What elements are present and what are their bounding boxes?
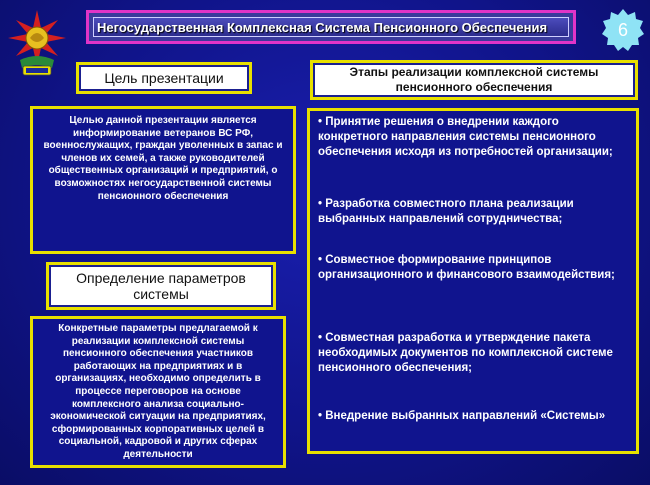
page-number-badge (601, 8, 645, 52)
list-item: • Внедрение выбранных направлений «Системы» (318, 410, 606, 422)
page-number: 6 (617, 19, 628, 40)
goal-text: Целью данной презентации является информирование ветеранов ВС РФ, военнослужащих, граждан уволенных в запас и членов их семей, а также руководителей общественных организаций и предприятий, о возможностях негосударственной системы пенсионного обеспечения (43, 115, 283, 202)
goal-label-text: Цель презентации (104, 70, 224, 86)
military-eagle-emblem-icon (6, 8, 68, 80)
params-label-text: Определение параметров системы (76, 270, 246, 302)
stages-label (310, 60, 638, 100)
stages-list (307, 108, 639, 454)
list-item: • Совместное формирование принципов организационного и финансового взаимодействия; (318, 254, 615, 281)
params-text-box (30, 316, 286, 468)
list-item: • Совместная разработка и утверждение пакета необходимых документов по комплексной системе пенсионного обеспечения; (318, 332, 613, 374)
params-text: Конкретные параметры предлагаемой к реализации комплексной системы пенсионного обеспечения участников работающих на предприятиях и в организациях, необходимо определить в процессе переговоров на основе комплексного анализа социально-экономической ситуации на предприятиях, сформированных корпоративных целей в социальной, кадровой и других сферах деятельности (50, 323, 266, 460)
goal-label (76, 62, 252, 94)
list-item: • Принятие решения о внедрении каждого конкретного направления системы пенсионного обеспечения исходя из потребностей организации; (318, 116, 613, 158)
title-bar (86, 10, 576, 44)
list-item: • Разработка совместного плана реализации выбранных направлений сотрудничества; (318, 198, 574, 225)
params-label (46, 262, 276, 310)
page-title: Негосударственная Комплексная Система Пенсионного Обеспечения (97, 19, 548, 35)
stages-label-text: Этапы реализации комплексной системы пенсионного обеспечения (349, 65, 599, 94)
goal-text-box (30, 106, 296, 254)
